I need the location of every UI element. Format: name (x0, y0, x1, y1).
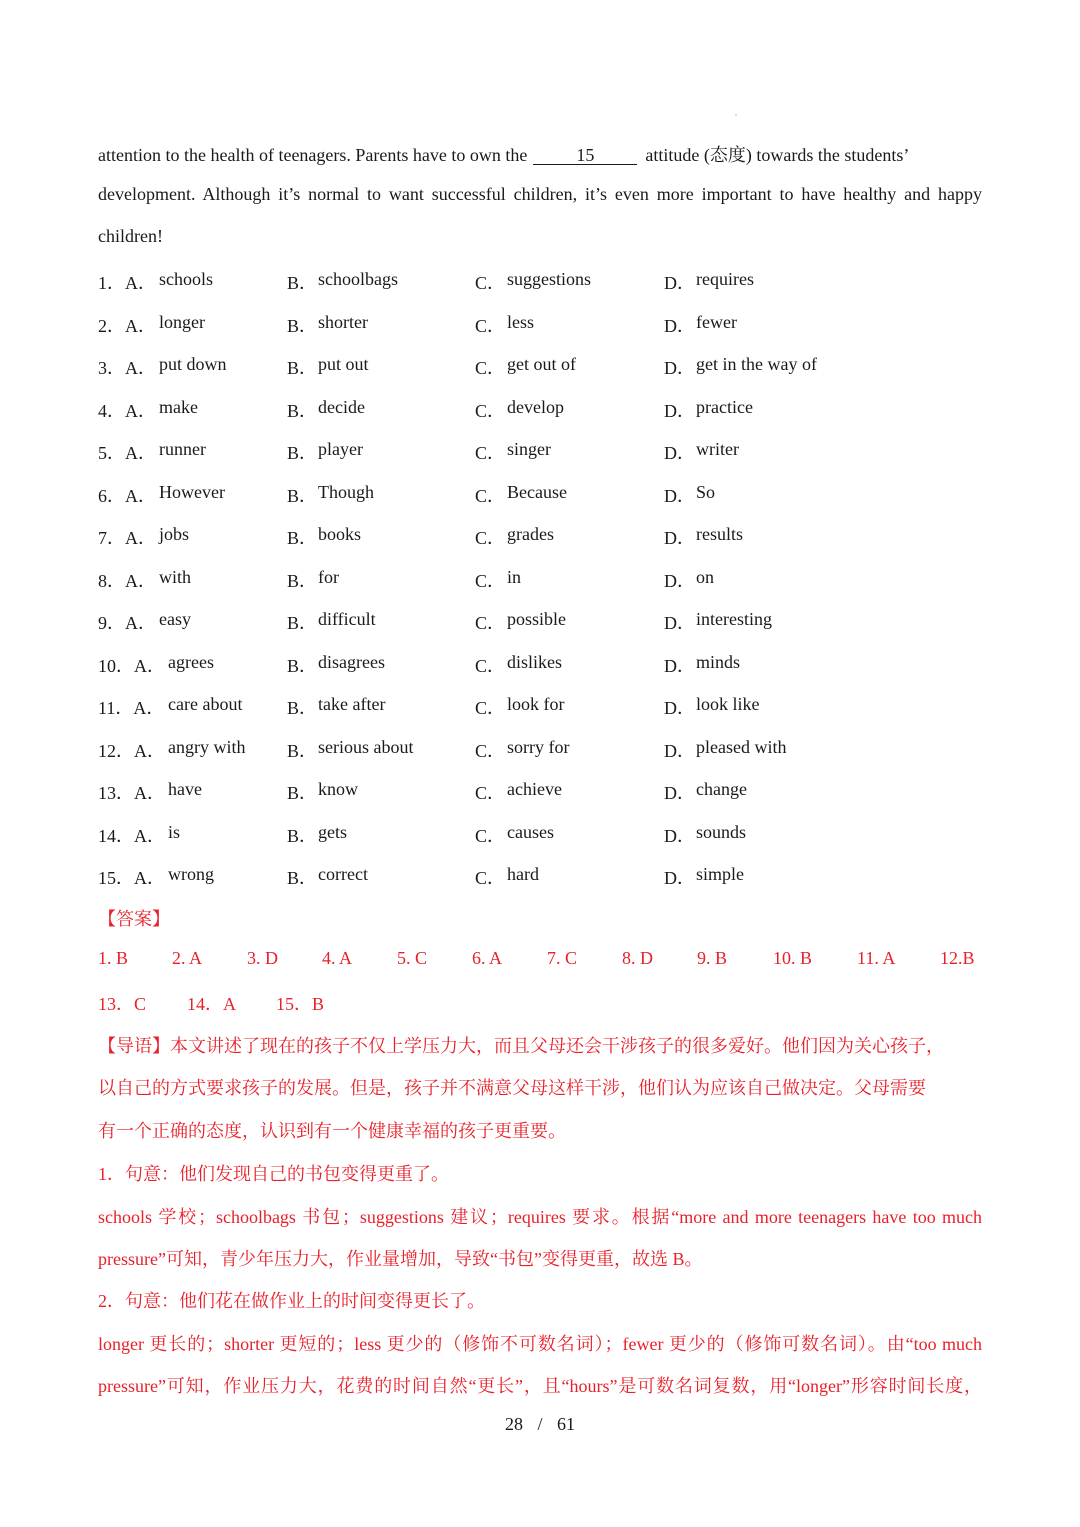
option-a: runner (159, 439, 206, 459)
option-c-label: C． (475, 315, 506, 336)
question-number: 11．A． (98, 698, 165, 718)
question-row (98, 652, 982, 680)
option-b-label: B． (287, 315, 318, 336)
option-b-label: B． (287, 613, 318, 633)
option-b-label: B． (287, 698, 318, 718)
q1-meaning: 1．句意：他们发现自己的书包变得更重了。 (98, 1164, 449, 1184)
option-c-label: C． (475, 613, 506, 633)
option-d-label: D． (664, 613, 695, 633)
blank-15: 15 (533, 146, 637, 165)
option-d: sounds (696, 821, 747, 842)
answer-item: 2. A (172, 948, 203, 968)
option-d-label: D． (664, 825, 695, 846)
option-b: decide (318, 396, 365, 417)
question-number: 1．A． (98, 273, 156, 293)
answer-item: 4. A (322, 948, 353, 968)
option-a: make (159, 396, 198, 417)
option-d: simple (696, 864, 744, 884)
option-c-label: C． (475, 358, 506, 378)
option-c: Because (507, 481, 567, 502)
page-number: 28 (504, 1414, 523, 1434)
option-c-label: C． (475, 825, 506, 846)
option-d-label: D． (664, 273, 695, 293)
option-c-label: C． (475, 570, 506, 591)
option-c-label: C． (475, 868, 506, 888)
passage-line-1 (98, 141, 982, 167)
q2-explain-line-2: pressure”可知，作业压力大，花费的时间自然“更长”，且“hours”是可数名词复数，用“longer”形容时间长度， (98, 1376, 982, 1396)
option-d: practice (696, 396, 753, 417)
option-c-label: C． (475, 740, 506, 761)
option-c: develop (507, 396, 564, 417)
option-d-label: D． (664, 868, 695, 888)
passage-line-3: children! (98, 226, 163, 246)
question-number: 12．A． (98, 740, 165, 761)
option-a: easy (159, 609, 191, 629)
option-b: Though (318, 481, 374, 502)
option-b-label: B． (287, 570, 318, 591)
option-c-label: C． (475, 698, 506, 718)
option-b: for (318, 566, 339, 587)
option-d: fewer (696, 311, 737, 332)
question-number: 14．A． (98, 825, 165, 846)
option-d: pleased with (696, 736, 787, 757)
answer-item: 3. D (247, 948, 278, 968)
option-b-label: B． (287, 783, 318, 803)
q2-explain-line-1: longer 更长的；shorter 更短的；less 更少的（修饰不可数名词）；fewer 更少的（修饰可数名词）。由“too much (98, 1334, 982, 1354)
option-c-label: C． (475, 528, 506, 548)
option-b: books (318, 524, 362, 544)
passage-line-2: development. Although it’s normal to want successful children, it’s even more important to have healthy and happy (98, 184, 982, 204)
option-d-label: D． (664, 528, 695, 548)
option-a: angry with (168, 736, 246, 757)
option-c-label: C． (475, 400, 506, 421)
question-number: 13．A． (98, 783, 165, 803)
question-row (98, 864, 982, 892)
option-c: grades (507, 524, 554, 544)
answer-item: 8. D (622, 948, 653, 968)
page-footer (0, 1414, 1080, 1435)
question-row (98, 312, 982, 340)
option-d: get in the way of (696, 354, 817, 374)
answer-item: 12.B (940, 948, 975, 968)
option-b-label: B． (287, 528, 318, 548)
option-d-label: D． (664, 315, 695, 336)
question-row (98, 694, 982, 722)
question-number: 5．A． (98, 443, 156, 463)
option-a: longer (159, 311, 205, 332)
question-row (98, 482, 982, 510)
option-c-label: C． (475, 655, 506, 676)
option-d-label: D． (664, 570, 695, 591)
option-c: hard (507, 864, 539, 884)
question-number: 4．A． (98, 400, 156, 421)
option-d-label: D． (664, 783, 695, 803)
page-total: 61 (557, 1414, 575, 1434)
passage-text: attitude (态度) towards the students’ (645, 145, 910, 165)
option-d-label: D． (664, 443, 695, 463)
q1-explain-line-1: schools 学校；schoolbags 书包；suggestions 建议；requires 要求。根据“more and more teenagers have too much (98, 1207, 982, 1227)
option-b: player (318, 439, 363, 459)
option-c-label: C． (475, 273, 506, 293)
question-number: 7．A． (98, 528, 156, 548)
question-number: 9．A． (98, 613, 156, 633)
option-b: correct (318, 864, 368, 884)
option-d: on (696, 566, 714, 587)
option-c: achieve (507, 779, 562, 799)
option-b: serious about (318, 736, 414, 757)
option-b-label: B． (287, 740, 318, 761)
option-b: take after (318, 694, 386, 714)
option-d: results (696, 524, 743, 544)
option-c-label: C． (475, 485, 506, 506)
option-d: look like (696, 694, 760, 714)
question-row (98, 609, 982, 637)
option-d: So (696, 481, 716, 502)
option-a: is (168, 821, 181, 842)
option-d-label: D． (664, 740, 695, 761)
page-separator: / (537, 1414, 543, 1434)
option-c: less (507, 311, 534, 332)
question-row (98, 567, 982, 595)
answer-item: 13．C (98, 994, 147, 1014)
question-row (98, 779, 982, 807)
option-d: minds (696, 651, 741, 672)
question-row (98, 822, 982, 850)
option-d-label: D． (664, 655, 695, 676)
answer-heading: 【答案】 (98, 909, 170, 929)
option-b: disagrees (318, 651, 385, 672)
option-d: requires (696, 269, 754, 289)
option-b: schoolbags (318, 269, 398, 289)
question-number: 10．A． (98, 655, 165, 676)
option-b: know (318, 779, 358, 799)
question-row (98, 737, 982, 765)
option-d-label: D． (664, 358, 695, 378)
guide-line-1: 【导语】本文讲述了现在的孩子不仅上学压力大，而且父母还会干涉孩子的很多爱好。他们因为关心孩子， (98, 1036, 944, 1056)
option-b-label: B． (287, 868, 318, 888)
answer-item: 9. B (697, 948, 728, 968)
option-d-label: D． (664, 698, 695, 718)
option-b: put out (318, 354, 369, 374)
answer-item: 6. A (472, 948, 503, 968)
option-c: singer (507, 439, 551, 459)
option-a: with (159, 566, 192, 587)
option-b-label: B． (287, 400, 318, 421)
option-a: jobs (159, 524, 190, 544)
question-row (98, 524, 982, 552)
option-c-label: C． (475, 783, 506, 803)
question-row (98, 354, 982, 382)
question-number: 2．A． (98, 315, 156, 336)
guide-line-3: 有一个正确的态度，认识到有一个健康幸福的孩子更重要。 (98, 1121, 566, 1141)
option-a: care about (168, 694, 243, 714)
answer-item: 1. B (98, 948, 129, 968)
option-b-label: B． (287, 443, 318, 463)
option-c: look for (507, 694, 565, 714)
question-number: 8．A． (98, 570, 156, 591)
speck (735, 114, 737, 116)
option-a: wrong (168, 864, 214, 884)
question-number: 3．A． (98, 358, 156, 378)
question-number: 15．A． (98, 868, 165, 888)
passage-text: attention to the health of teenagers. Parents have to own the (98, 145, 528, 165)
option-d-label: D． (664, 485, 695, 506)
option-b-label: B． (287, 485, 318, 506)
question-row (98, 269, 982, 297)
option-a: However (159, 481, 225, 502)
option-b: shorter (318, 311, 368, 332)
option-a: agrees (168, 651, 214, 672)
option-c: possible (507, 609, 567, 629)
question-number: 6．A． (98, 485, 156, 506)
option-c: suggestions (507, 269, 592, 289)
option-d: writer (696, 439, 739, 459)
option-d: change (696, 779, 747, 799)
option-c: causes (507, 821, 554, 842)
option-b-label: B． (287, 655, 318, 676)
q1-explain-line-2: pressure”可知，青少年压力大，作业量增加，导致“书包”变得更重，故选 B。 (98, 1249, 703, 1269)
question-row (98, 397, 982, 425)
option-a: schools (159, 269, 213, 289)
option-a: put down (159, 354, 227, 374)
option-c: sorry for (507, 736, 570, 757)
option-a: have (168, 779, 202, 799)
option-c: in (507, 566, 522, 587)
option-b-label: B． (287, 273, 318, 293)
option-b: difficult (318, 609, 376, 629)
guide-line-2: 以自己的方式要求孩子的发展。但是，孩子并不满意父母这样干涉，他们认为应该自己做决定。父母需要 (98, 1078, 926, 1098)
option-b-label: B． (287, 825, 318, 846)
option-d-label: D． (664, 400, 695, 421)
option-b: gets (318, 821, 347, 842)
question-row (98, 439, 982, 467)
answer-item: 5. C (397, 948, 428, 968)
option-c: get out of (507, 354, 576, 374)
option-b-label: B． (287, 358, 318, 378)
answer-item: 14．A (187, 994, 236, 1014)
q2-meaning: 2．句意：他们花在做作业上的时间变得更长了。 (98, 1291, 485, 1311)
answer-item: 7. C (547, 948, 578, 968)
option-d: interesting (696, 609, 772, 629)
option-c: dislikes (507, 651, 563, 672)
option-c-label: C． (475, 443, 506, 463)
answer-item: 10. B (773, 948, 813, 968)
answer-item: 15．B (276, 994, 325, 1014)
answer-item: 11. A (857, 948, 896, 968)
